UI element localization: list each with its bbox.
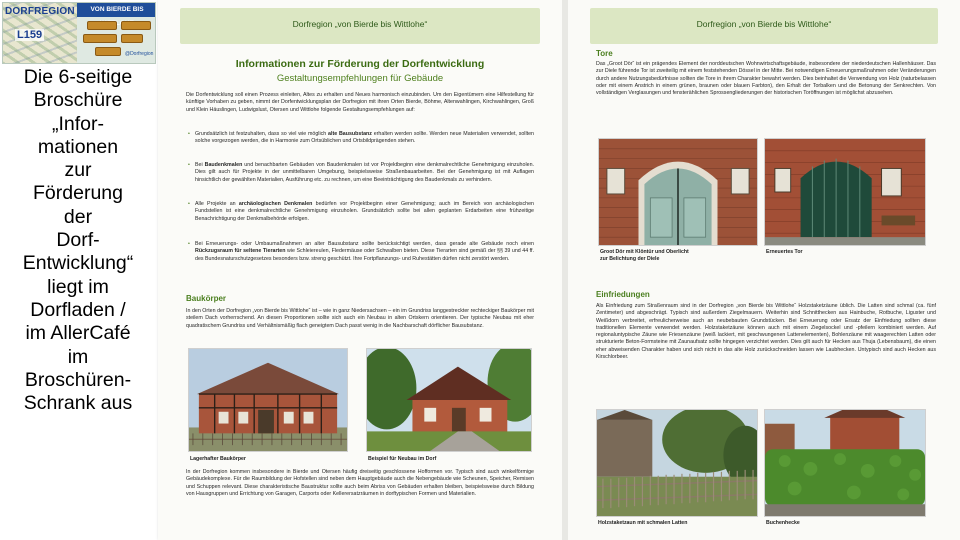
caption-line: Die 6-seitige — [23, 66, 133, 88]
brochure-subtitle: Gestaltungsempfehlungen für Gebäude — [276, 73, 444, 84]
slide-caption — [0, 66, 156, 415]
caption-line: „Infor- — [51, 112, 104, 135]
caption-line: Entwicklung“ — [22, 252, 134, 275]
caption-line: der — [63, 205, 93, 228]
village-sign-icon — [121, 34, 143, 43]
brochure-title: Informationen zur Förderung der Dorfentwicklung — [235, 58, 485, 70]
bullet-item — [186, 201, 534, 223]
caption-line: mationen — [37, 135, 119, 158]
bullet-item — [186, 162, 534, 184]
section-paragraph: Als Einfriedung zum Straßenraum sind in der Dorfregion „von Bierde bis Wittlohe“ Holzstaketzäune üblich. Die Latten sind schmal (ca. fünf Zentimeter) und abgeschrägt. Typisch sind außerdem Ziegelmauern. Weiterhin sind Schnitthecken aus Hainbuche, Rotbuche, Liguster und Weißdorn verbreitet, erfreulicherweise auch an neubebauten Grundstücken. Bei Erneuerung oder Ersatz der Einfriedung sollten diese traditionellen Elemente verwendet werden. Holzstaketzäune können auch mit einem Ziegelsockel und -pfeilern kombiniert werden. Auf regionaluntypische Zäune wie Friesenzäune (weiß lackiert, mit geschwungenen Lattenelementen), Bohlenzäune mit waagerechten Latten oder strukturierte Beton-Formsteine mit Zaunaufsatz sollte hingegen verzichtet werden. Dies gilt auch für Hecken aus Thuja (Lebensbaum), die einen eher abweisenden Charakter haben und sich nicht in das alte Holz zurückschneiden lassen wie Laubhecken. Untypisch sind auch Hecken aus Kirschlorbeer. — [596, 303, 936, 361]
photo-renewed-gate — [764, 138, 926, 246]
logo-region-text: DORFREGION — [5, 6, 75, 17]
photo-caption — [600, 249, 689, 262]
caption-line: im AllerCafé — [25, 322, 131, 345]
bullet-item — [186, 131, 534, 146]
logo-road-number: L159 — [17, 29, 43, 41]
bullet-text: Alle Projekte an — [195, 201, 239, 207]
photo-caption: Holzstaketzaun mit schmalen Latten — [598, 520, 688, 526]
bullet-bold-text: alte Bausubstanz — [328, 131, 372, 137]
photo-caption: Buchenhecke — [766, 520, 800, 526]
intro-paragraph: Die Dorfentwicklung soll einen Prozess einleiten, Altes zu erhalten und Neues harmonisch einzubinden. Um den Eigentümern eine Hilfestellung für künftige Vorhaben zu geben, nimmt der Dorfentwicklungsplan der Dorfregion mit ihren Orten Bierde, Böhme, Altenwahlingen, Kirchwahlingen, Groß und Klein Häuslingen, Ludwigslust, Otersen und Wittlohe folgende Gestaltungsempfehlungen auf: — [186, 92, 534, 113]
footer-paragraph: In der Dorfregion kommen insbesondere in Bierde und Otersen häufig dreiseitig geschlossene Hofformen vor. Typisch sind auch winkelförmige Gebäudekomplexe. Für die Raumbildung der Hofstellen sind neben dem Hauptgebäude auch die Nebengebäude wie Scheunen, Speicher, Remisen und Schuppen relevant. Diese charakteristische Baustruktur sollte auch beim Abriss von Gebäuden erhalten bleiben, beispielsweise durch Bildung von Hausgruppen und Errichtung von Garagen, Carports oder Kellerersatzräumen in dorftypischen Formen und Materialien. — [186, 469, 534, 497]
dorfregion-logo — [2, 2, 156, 64]
caption-line: Broschüre — [33, 89, 123, 112]
caption-line: Broschüren- — [24, 368, 132, 391]
bullet-text: erhalten werden sollte. Werden neue Materialien verwendet, sollten solche vorgezogen werden, die in Harmonie zum Ortsüblichen und Ortsbildprägenden stehen. — [195, 131, 535, 145]
section-heading: Baukörper — [186, 294, 227, 303]
photo-groot-door — [598, 138, 758, 246]
caption-line: zur — [64, 159, 92, 182]
page-header-band — [590, 8, 938, 44]
photo-caption-line: Erneuertes Tor — [766, 249, 803, 255]
caption-line: Förderung — [33, 182, 123, 205]
bullet-bold-text: archäologischen Denkmalen — [238, 201, 313, 207]
photo-caption: Beispiel für Neubau im Dorf — [368, 456, 437, 462]
photo-beech-hedge — [764, 409, 926, 517]
caption-line: Dorf- — [56, 229, 100, 252]
logo-facebook-text: @Dorfregion — [125, 51, 154, 57]
bullet-bold-text: Baudenkmalen — [204, 162, 243, 168]
village-sign-icon — [87, 21, 117, 30]
caption-line: Schrank aus — [23, 392, 133, 415]
village-sign-icon — [95, 47, 121, 56]
caption-line: liegt im — [47, 275, 109, 298]
page-header-title: Dorfregion „von Bierde bis Wittlohe“ — [292, 19, 428, 29]
bullet-item — [186, 241, 534, 263]
photo-caption: Lagerhafter Baukörper — [190, 456, 246, 462]
section-heading: Einfriedungen — [596, 290, 650, 299]
photo-new-building — [366, 348, 532, 452]
village-sign-icon — [83, 34, 117, 43]
section-paragraph: Das „Groot Dör“ ist ein prägendes Element der norddeutschen Wohnwirtschaftsgebäude, insbesondere der niederdeutschen Hallenhäuser. Das zur Diele führende Tor ist zweiteilig mit einem feststehenden Dössel in der Mitte. Bei notwendigen Erneuerungsmaßnahmen oder Veränderungen durch andere Nutzungsbedürfnisse sollten die Tore in ihrem Charakter bewahrt werden. Dies beinhaltet die Verwendung von Holz (naturbelassen oder mit einem Anstrich in einem grünen, braunen oder blauen Farbton), den Erhalt der Torbalken und die Betonung der Senkrechten. Von vollständigen Verglasungen und fensterählichen Sprossengliederungen der historischen Toröffnungen ist möglichst abzusehen. — [596, 61, 936, 97]
bullet-text: wie Schleiereulen, Fledermäuse oder Schwalben bieten. Diese Tierarten sind gemäß der §§ 39 und 44 ff. des Bundesnaturschutzgesetzes besonders bzw. streng geschützt. Ihre Fortpflanzungs- und Ruhestätten dürfen nicht zerstört werden. — [195, 248, 534, 262]
bullet-text: bedürfen vor Projektbeginn einer Genehmigung; auch im Bereich von archäologischen Fundstellen ist eine denkmalrechtliche Genehmigung einzuholen. Grundsätzlich sollte bei allen geplanten Erdarbeiten eine frühzeitige Benachrichtigung der Denkmalbehörde erfolgen. — [195, 201, 534, 222]
logo-banner: VON BIERDE BIS — [77, 3, 156, 17]
village-sign-icon — [121, 21, 151, 30]
brochure-page-2 — [568, 0, 960, 540]
photo-half-timbered-house — [188, 348, 348, 452]
brochure-page-1 — [158, 0, 562, 540]
bullet-text: Grundsätzlich ist festzuhalten, dass so viel wie möglich — [195, 131, 329, 137]
caption-line: im — [67, 345, 89, 368]
page-header-band — [180, 8, 540, 44]
page-header-title: Dorfregion „von Bierde bis Wittlohe“ — [696, 19, 832, 29]
bullet-bold-text: Rückzugsraum für seltene Tierarten — [195, 248, 286, 255]
bullet-text: und benachbarten Gebäuden von Baudenkmalen ist vor Projektbeginn eine denkmalrechtliche Genehmigung einzuholen. Dies gilt auch für Projekte in der unmittelbaren Umgebung, beispielsweise Straßenbauarbeiten. Bei der Genehmigung ist mit Auflagen hinsichtlich der gewählten Materialien, Ausführung etc. zu rechnen, um eine Beeinträchtigung des Baudenkmals zu verhindern. — [195, 162, 534, 183]
bullet-text: Bei — [195, 162, 205, 168]
photo-caption-line: zur Belichtung der Diele — [600, 255, 660, 262]
bullet-text: Bei Erneuerungs- oder Umbaumaßnahmen an alter Bausubstanz sollte berücksichtigt werden, dass gerade alte Gebäude noch einen — [195, 241, 534, 247]
caption-line: Dorfladen / — [30, 298, 126, 321]
photo-wooden-picket-fence — [596, 409, 758, 517]
section-paragraph: In den Orten der Dorfregion „von Bierde bis Wittlohe“ ist – wie in ganz Niedersachsen – ein im Grundriss langgestreckter rechteckiger Baukörper mit steilem Dach vorherrschend. An diesen Proportionen sollte sich auch ein Neubau in alten Ortskern orientieren. Der typische Neubau mit eher quadratischem Grundriss und Verhältnismäßig flach geneigtem Dach passt wenig in die Nachbarschaft dörflicher Bausubstanz. — [186, 308, 534, 329]
photo-caption-line: Groot Dör mit Klöntür und Oberlicht — [600, 249, 689, 255]
section-heading: Tore — [596, 49, 613, 58]
photo-caption — [766, 249, 803, 256]
